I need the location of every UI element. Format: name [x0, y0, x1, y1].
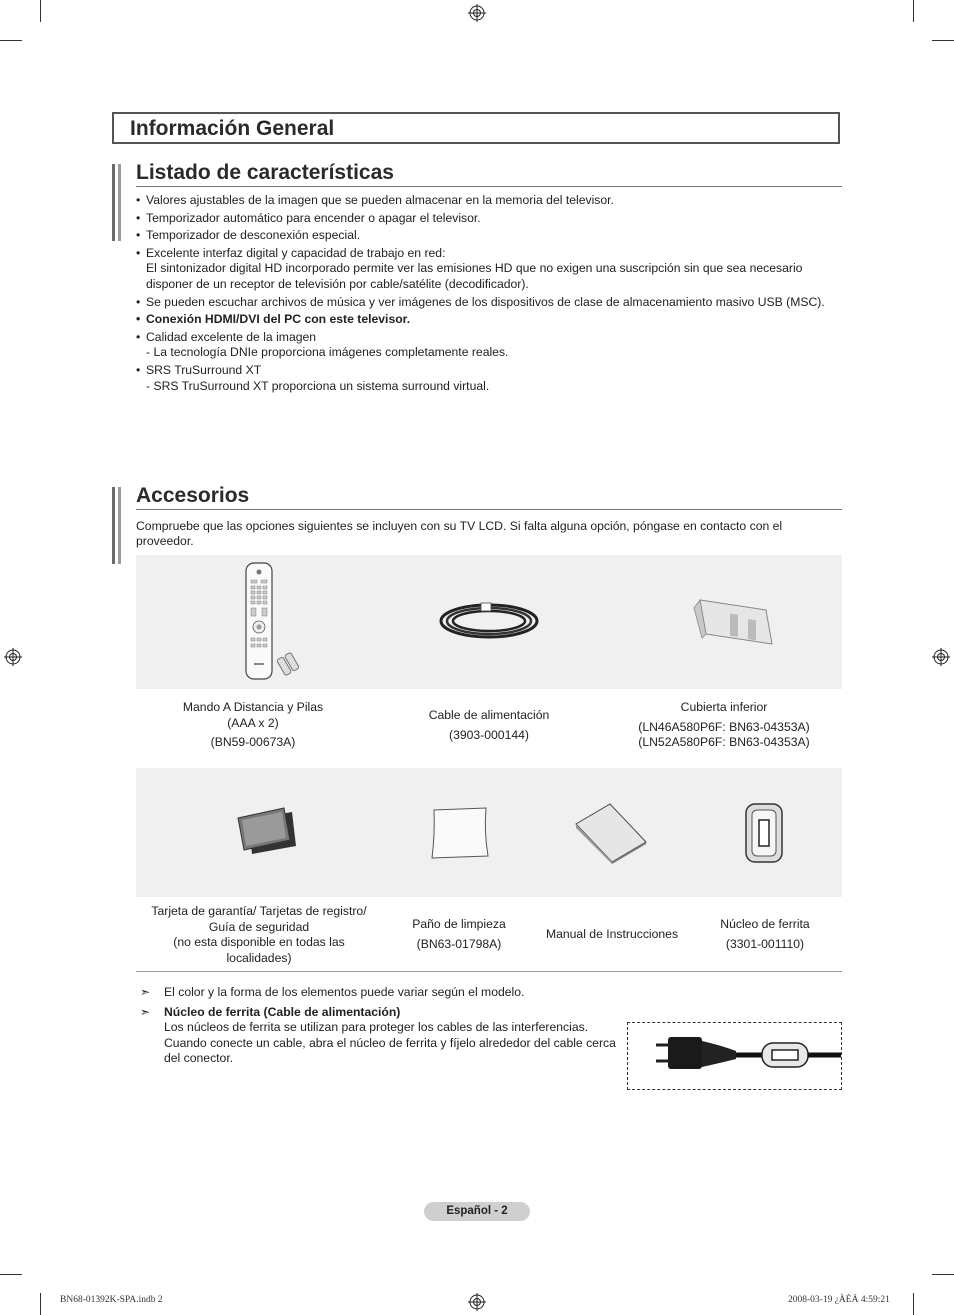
registration-mark-icon [468, 4, 486, 22]
cleaning-cloth-icon [428, 806, 492, 860]
remote-control-icon [238, 560, 304, 682]
ferrite-illustration-frame [627, 1022, 842, 1090]
section-rule [136, 509, 842, 510]
accessory-caption: Cubierta inferior (LN46A580P6F: BN63-04353A) (LN52A580P6F: BN63-04353A) [638, 700, 810, 750]
crop-mark [932, 1274, 954, 1275]
section-bar [112, 487, 115, 564]
list-item: • Temporizador de desconexión especial. [136, 228, 842, 244]
accessory-caption: Paño de limpieza (BN63-01798A) [412, 917, 506, 951]
divider [136, 971, 842, 972]
bottom-cover-icon [690, 594, 774, 650]
section-bar [112, 164, 115, 241]
registration-mark-icon [468, 1293, 486, 1311]
accessory-caption: Núcleo de ferrita (3301-001110) [720, 917, 810, 951]
warranty-card-icon [234, 806, 298, 856]
list-item: • Excelente interfaz digital y capacidad de trabajo en red: El sintonizador digital HD incorporado permite ver las emisiones HD que no exigen una suscripción sin que sea necesario disponer de un receptor de televisión por cable/satélite (decodificador). [136, 246, 842, 293]
section-title-accessories: Accesorios [136, 484, 250, 507]
section-bar [118, 487, 121, 564]
crop-mark [0, 40, 22, 41]
crop-mark [913, 0, 914, 22]
main-title-box [112, 112, 840, 144]
section-title-features: Listado de características [136, 161, 394, 184]
list-item: • Temporizador automático para encender o apagar el televisor. [136, 211, 842, 227]
list-item: • Se pueden escuchar archivos de música y ver imágenes de los dispositivos de clase de almacenamiento masivo USB (MSC). [136, 295, 842, 311]
crop-mark [913, 1293, 914, 1315]
list-item: • SRS TruSurround XT - SRS TruSurround XT proporciona un sistema surround virtual. [136, 363, 842, 394]
crop-mark [932, 40, 954, 41]
section-rule [136, 186, 842, 187]
crop-mark [0, 1274, 22, 1275]
main-title: Información General [130, 117, 335, 140]
crop-mark [40, 0, 41, 22]
accessories-intro: Compruebe que las opciones siguientes se incluyen con su TV LCD. Si falta alguna opción, póngase en contacto con el proveedor. [136, 519, 783, 549]
features-list [136, 193, 842, 396]
accessory-caption: Tarjeta de garantía/ Tarjetas de registro/ Guía de seguridad (no esta disponible en todas las localidades) [151, 904, 367, 965]
accessory-caption: Manual de Instrucciones [545, 927, 679, 941]
power-cable-icon [432, 598, 546, 644]
registration-mark-icon [4, 648, 22, 666]
print-slug-right: 2008-03-19 ¿ÀÈÄ 4:59:21 [788, 1295, 890, 1305]
registration-mark-icon [932, 648, 950, 666]
list-item: • Conexión HDMI/DVI del PC con este televisor. [136, 312, 842, 328]
arrow-icon: ➣ [140, 1005, 151, 1019]
crop-mark [40, 1293, 41, 1315]
ferrite-core-icon [742, 800, 786, 866]
page-number: Español - 2 [424, 1202, 530, 1221]
plug-with-ferrite-icon [628, 1023, 841, 1089]
list-item: • Calidad excelente de la imagen - La tecnología DNIe proporciona imágenes completamente reales. [136, 330, 842, 361]
list-item: • Valores ajustables de la imagen que se pueden almacenar en la memoria del televisor. [136, 193, 842, 209]
accessory-caption: Mando A Distancia y Pilas (AAA x 2) (BN59-00673A) [182, 700, 324, 750]
arrow-icon: ➣ [140, 985, 151, 999]
section-bar [118, 164, 121, 241]
accessory-caption: Cable de alimentación (3903-000144) [428, 708, 550, 742]
print-slug-left: BN68-01392K-SPA.indb 2 [60, 1295, 163, 1305]
manual-icon [572, 802, 650, 864]
